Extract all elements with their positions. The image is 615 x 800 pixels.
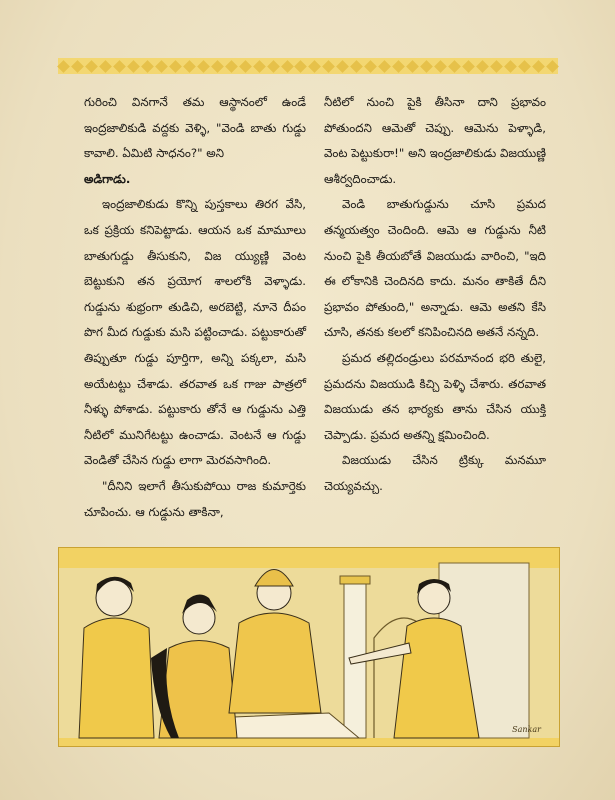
story-illustration — [58, 547, 560, 747]
paragraph: ఇంద్రజాలికుడు కొన్ని పుస్తకాలు తిరగ వేసి, ఒక ప్రక్రియ కనిపెట్టాడు. ఆయన ఒక మామూలు బాతుగుడ్డు తీసుకుని, విజ య్యుణ్ణి వెంట బెట్టుకుని తన ప్రయోగ శాలలోకి వెళ్ళాడు. గుడ్డును శుభ్రంగా తుడిచి, అరబెట్టి, నూనె దీపం పొగ మీద గుడ్డుకు మసి పట్టించాడు. పట్టుకారుతో తిప్పుతూ గుడ్డు పూర్తిగా, అన్ని పక్కలా, మసి అయేటట్టు చేశాడు. తరవాత ఒక గాజు పాత్రలో నీళ్ళు పోశాడు. పట్టుకారు తోనే ఆ గుడ్డును ఎత్తి నీటిలో మునిగేటట్టు ఉంచాడు. వెంటనే ఆ గుడ్డు వెండితో చేసిన గుడ్డు లాగా మెరవసాగింది. — [84, 197, 306, 468]
paragraph: వెండి బాతుగుడ్డును చూసి ప్రమద తన్మయత్వం చెందింది. ఆమె ఆ గుడ్డును నీటి నుంచి పైకి తీయబోతే విజయుడు వారించి, "ఇది ఈ లోకానికి చెందినది కాదు. మనం తాకితే దీని ప్రభావం పోతుంది," అన్నాడు. ఆమె అతని కేసి చూసి, తనకు కలలో కనిపించినది అతనే నన్నది. — [324, 197, 546, 340]
paragraph: విజయుడు చేసిన ట్రిక్కు మనమూ చెయ్యవచ్చు. — [324, 453, 546, 493]
right-column — [324, 90, 546, 535]
paragraph: "దీనిని ఇలాగే తీసుకుపోయి రాజ కుమార్తెకు చూపించు. ఆ గుడ్డును తాకినా, — [84, 478, 306, 519]
left-column — [84, 90, 306, 535]
story-text — [84, 90, 546, 535]
decorative-border — [58, 58, 558, 74]
paragraph: అడిగాడు. — [84, 171, 131, 186]
artist-signature: Sankar — [512, 725, 541, 734]
paragraph: ప్రమద తల్లిదండ్రులు పరమానంద భరి తులై, ప్రమదను విజయుడి కిచ్చి పెళ్ళి చేశారు. తరవాత విజయుడు తన భార్యకు తాను చేసిన యుక్తి చెప్పాడు. ప్రమద అతన్ని క్షమించింది. — [324, 350, 546, 442]
paragraph: గురించి వినగానే తమ ఆస్థానంలో ఉండే ఇంద్రజాలికుడి వద్దకు వెళ్ళి, "వెండి బాతు గుడ్డు కావాలి. ఏమిటి సాధనం?" అని — [84, 95, 306, 161]
paragraph: నీటిలో నుంచి పైకి తీసినా దాని ప్రభావం పోతుందని ఆమెతో చెప్పు. ఆమెను పెళ్ళాడి, వెంట పెట్టుకురా!" అని ఇంద్రజాలికుడు విజయుణ్ణి ఆశీర్వదించాడు. — [324, 95, 546, 186]
illustration-drawing — [59, 548, 559, 746]
